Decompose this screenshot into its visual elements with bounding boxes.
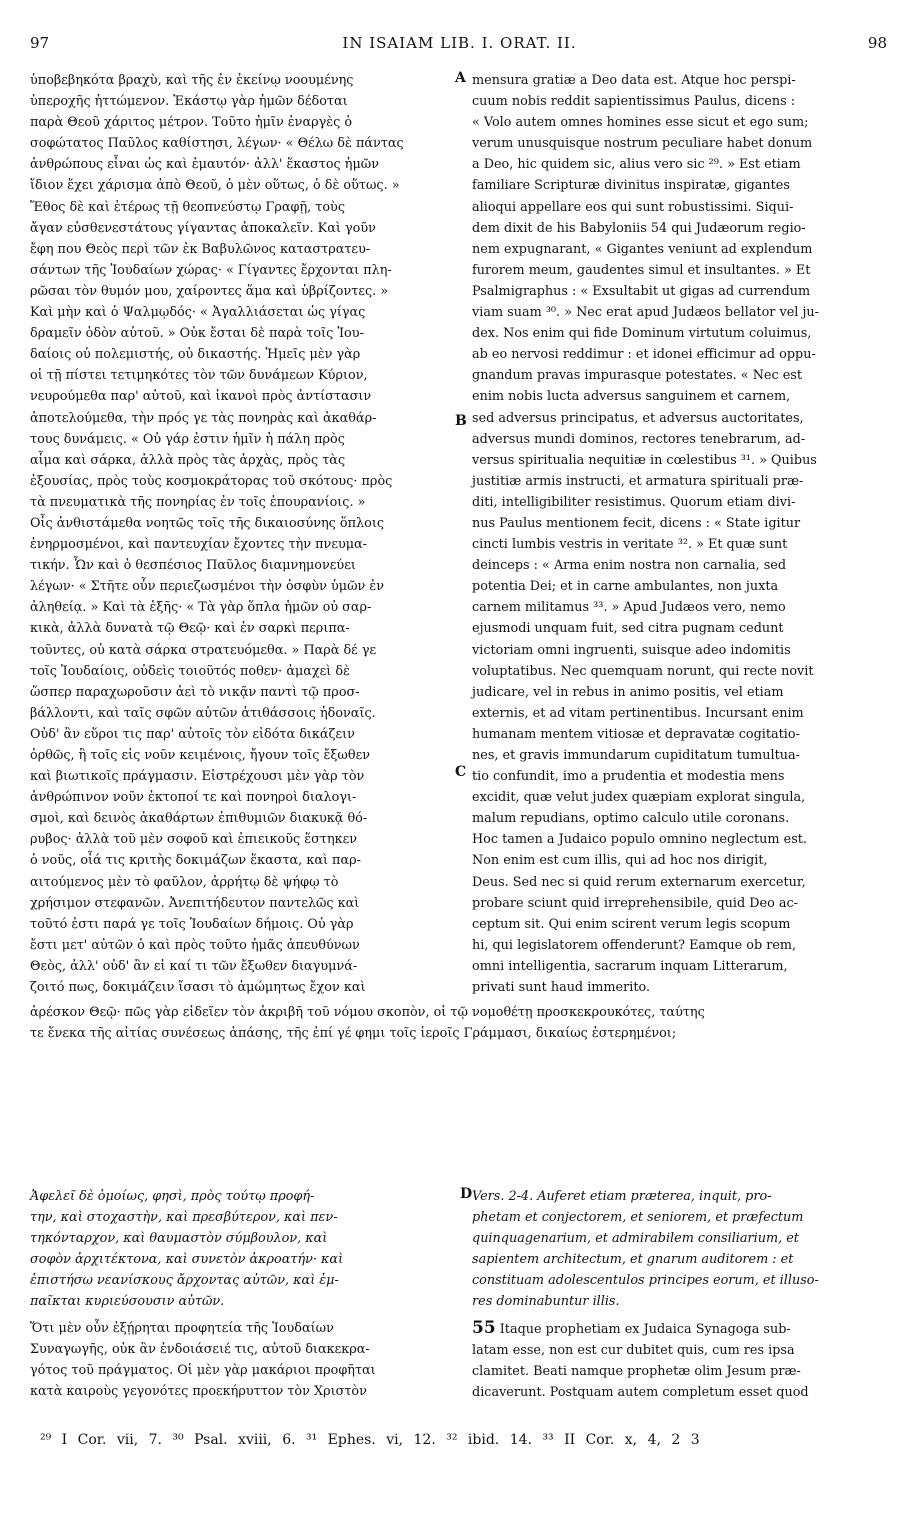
- section-number: 55: [472, 1318, 496, 1338]
- right-page-number: 98: [867, 34, 887, 52]
- greek-line: ἔφη που Θεὸς περὶ τῶν ἐκ Βαβυλῶνος καταστρατευ-: [30, 241, 371, 257]
- latin-verse-line: res dominabuntur illis.: [472, 1294, 620, 1310]
- running-title: IN ISAIAM LIB. I. ORAT. II.: [342, 34, 577, 52]
- running-header: [0, 34, 919, 58]
- greek-line: τοῦτό ἐστι παρά γε τοῖς Ἰουδαίων δήμοις. Οὐ γὰρ: [30, 916, 354, 932]
- latin-line: excidit, quæ velut judex quæpiam explorat singula,: [472, 790, 806, 806]
- latin-line: victoriam omni ingruenti, suisque adeo indomitis: [472, 642, 791, 658]
- latin-verse-line: sapientem architectum, et gnarum auditorem : et: [472, 1252, 794, 1268]
- latin-line: viam suam ³⁰. » Nec erat apud Judæos bellator vel ju-: [472, 305, 819, 321]
- greek-line: παρὰ Θεοῦ χάριτος μέτρον. Τοῦτο ἡμῖν ἐναργὲς ὁ: [30, 115, 353, 131]
- greek-line: σμοὶ, καὶ δεινὸς ἀκαθάρτων ἐπιθυμιῶν διακυκᾷ θό-: [30, 811, 368, 827]
- latin-line: Non enim est cum illis, qui ad hoc nos dirigit,: [472, 853, 768, 869]
- greek-line: ζοιτό πως, δοκιμάζειν ἴσασι τὸ ἀμώμητως ἔχον καὶ: [30, 980, 366, 996]
- latin-line: « Volo autem omnes homines esse sicut et ego sum;: [472, 115, 809, 131]
- latin-verse-line: Vers. 2-4. Auferet etiam præterea, inquit, pro-: [472, 1189, 772, 1204]
- latin-line: sed adversus principatus, et adversus auctoritates,: [472, 410, 804, 426]
- greek-verse-line: παῖκται κυριεύσουσιν αὐτῶν.: [30, 1294, 225, 1310]
- latin-verse-line: quinquagenarium, et admirabilem consiliarium, et: [472, 1231, 799, 1247]
- greek-verse-line: την, καὶ στοχαστὴν, καὶ πρεσβύτερον, καὶ πεν-: [30, 1210, 338, 1226]
- latin-line: latam esse, non est cur dubitet quis, cum res ipsa: [472, 1343, 795, 1359]
- greek-line: Οὐδ' ἂν εὕροι τις παρ' αὐτοῖς τὸν εἰδότα δικάζειν: [30, 726, 355, 742]
- latin-verse-line: constituam adolescentulos principes eorum, et illuso-: [472, 1273, 819, 1289]
- latin-line: cincti lumbis vestris in veritate ³². » Et quæ sunt: [472, 537, 788, 553]
- left-page-number: 97: [30, 34, 50, 52]
- latin-line: humanam mentem vitiosæ et depravatæ cogitatio-: [472, 726, 800, 742]
- latin-line: Hoc tamen a Judaico populo omnino neglectum est.: [472, 832, 807, 848]
- latin-commentary-bottom: [472, 1318, 884, 1403]
- full-width-line: ἀρέσκον Θεῷ· πῶς γὰρ εἰδεῖεν τὸν ἀκριβῆ τοῦ νόμου σκοπὸν, οἱ τῷ νομοθέτῃ προσκεκρουκότες, ταύτης: [30, 1005, 705, 1020]
- latin-line: mensura gratiæ a Deo data est. Atque hoc perspi-: [472, 73, 796, 88]
- greek-verse-line: τηκόνταρχον, καὶ θαυμαστὸν σύμβουλον, καὶ: [30, 1231, 328, 1247]
- greek-line: τοῖς Ἰουδαίοις, οὐδεὶς τοιοῦτός ποθεν· ἀμαχεὶ δὲ: [30, 663, 350, 679]
- greek-line: χρήσιμον στεφανῶν. Ἀνεπιτήδευτον παντελῶς καὶ: [30, 895, 360, 911]
- greek-line: Καὶ μὴν καὶ ὁ Ψαλμῳδός· « Ἀγαλλιάσεται ὡς γίγας: [30, 305, 366, 321]
- latin-line: gnandum pravas impurasque potestates. « Nec est: [472, 368, 802, 384]
- latin-line: nus Paulus mentionem fecit, dicens : « State igitur: [472, 515, 801, 531]
- latin-line: ejusmodi unquam fuit, sed citra pugnam cedunt: [472, 621, 784, 637]
- greek-verse-line: Ἀφελεῖ δὲ ὁμοίως, φησὶ, πρὸς τούτῳ προφή-: [30, 1189, 315, 1204]
- latin-line: dicaverunt. Postquam autem completum esset quod: [472, 1385, 809, 1401]
- latin-line: diti, intelligibiliter resistimus. Quorum etiam divi-: [472, 494, 796, 510]
- greek-line: Θεὸς, ἀλλ' οὐδ' ἂν εἰ καί τι τῶν ἔξωθεν διαγυμνά-: [30, 958, 358, 974]
- latin-line: [472, 1318, 884, 1340]
- latin-column-top: [472, 70, 884, 998]
- greek-line: αιτούμενος μὲν τὸ φαῦλον, ἀρρήτῳ δὲ ψήφῳ τὸ: [30, 874, 339, 890]
- greek-verse-block: [30, 1186, 454, 1313]
- latin-line: voluptatibus. Nec quemquam norunt, qui recte novit: [472, 663, 814, 679]
- greek-line: Ἔθος δὲ καὶ ἑτέρως τῇ θεοπνεύστῳ Γραφῇ, τοὺς: [30, 199, 345, 215]
- latin-line: ceptum sit. Qui enim scirent verum legis scopum: [472, 916, 791, 932]
- greek-line: Συναγωγῆς, οὐκ ἂν ἐνδοιάσειέ τις, αὐτοῦ διακεκρα-: [30, 1342, 370, 1358]
- greek-line: νευρούμεθα παρ' αὐτοῦ, καὶ ἱκανοὶ πρὸς ἀντίστασιν: [30, 389, 372, 405]
- greek-line: λέγων· « Στῆτε οὖν περιεζωσμένοι τὴν ὀσφὺν ὑμῶν ἐν: [30, 579, 385, 595]
- margin-marker-a: A: [455, 70, 466, 86]
- latin-line: enim nobis lucta adversus sanguinem et carnem,: [472, 389, 791, 405]
- full-width-greek: [30, 1002, 890, 1044]
- latin-line: omni intelligentia, sacrarum inquam Litterarum,: [472, 958, 788, 974]
- margin-marker-c: C: [455, 764, 467, 780]
- greek-line: δραμεῖν ὁδὸν αὐτοῦ. » Οὐκ ἔσται δὲ παρὰ τοῖς Ἰου-: [30, 326, 364, 342]
- latin-line: Deus. Sed nec si quid rerum externarum exercetur,: [472, 874, 806, 890]
- greek-line: οἱ τῇ πίστει τετιμηκότες τὸν τῶν δυνάμεων Κύριον,: [30, 368, 368, 384]
- greek-line: ρυβος· ἀλλὰ τοῦ μὲν σοφοῦ καὶ ἐπιεικοῦς ἕστηκεν: [30, 832, 358, 848]
- latin-line: tio confundit, imo a prudentia et modestia mens: [472, 769, 785, 785]
- latin-line: carnem militamus ³³. » Apud Judæos vero, nemo: [472, 600, 786, 616]
- greek-line: ὑποβεβηκότα βραχὺ, καὶ τῆς ἐν ἐκείνῳ νοουμένης: [30, 73, 354, 88]
- greek-line: Ὅτι μὲν οὖν ἐξῄρηται προφητεία τῆς Ἰουδαίων: [30, 1321, 334, 1336]
- latin-line: familiare Scripturæ divinitus inspiratæ, gigantes: [472, 178, 790, 194]
- latin-line: externis, et ad vitam pertinentibus. Incursant enim: [472, 705, 804, 721]
- margin-marker-d: D: [460, 1186, 473, 1202]
- greek-line: τικήν. Ὧν καὶ ὁ θεσπέσιος Παῦλος διαμνημονεύει: [30, 558, 356, 574]
- latin-line: versus spiritualia nequitiæ in cœlestibus ³¹. » Quibus: [472, 452, 817, 468]
- greek-line: ἴδιον ἔχει χάρισμα ἀπὸ Θεοῦ, ὁ μὲν οὕτως, ὁ δὲ οὕτως. »: [30, 178, 400, 194]
- greek-line: κικὰ, ἀλλὰ δυνατὰ τῷ Θεῷ· καὶ ἐν σαρκὶ περιπα-: [30, 621, 350, 637]
- greek-line: ἀληθείᾳ. » Καὶ τὰ ἑξῆς· « Τὰ γὰρ ὅπλα ἡμῶν οὐ σαρ-: [30, 600, 372, 616]
- greek-line: βάλλοντι, καὶ ταῖς σφῶν αὐτῶν ἀτιθάσσοις ἡδοναῖς.: [30, 705, 376, 721]
- latin-line: deinceps : « Arma enim nostra non carnalia, sed: [472, 558, 787, 574]
- latin-verse-line: phetam et conjectorem, et seniorem, et præfectum: [472, 1210, 804, 1226]
- latin-line: cuum nobis reddit sapientissimus Paulus, dicens :: [472, 94, 796, 110]
- latin-line: potentia Dei; et in carne ambulantes, non juxta: [472, 579, 779, 595]
- greek-commentary-bottom: [30, 1318, 454, 1402]
- latin-line: furorem meum, gaudentes simul et insultantes. » Et: [472, 262, 811, 278]
- greek-line: γότος τοῦ πράγματος. Οἱ μὲν γὰρ μακάριοι προφῆται: [30, 1363, 376, 1379]
- greek-line: ὥσπερ παραχωροῦσιν ἀεὶ τὸ νικᾷν παντὶ τῷ προσ-: [30, 684, 360, 700]
- greek-line: ρῶσαι τὸν θυμόν μου, χαίροντες ἅμα καὶ ὑβρίζοντες. »: [30, 283, 389, 299]
- greek-line: κατὰ καιροὺς γεγονότες προεκήρυττον τὸν Χριστὸν: [30, 1384, 367, 1400]
- latin-line: clamitet. Beati namque prophetæ olim Jesum præ-: [472, 1364, 801, 1380]
- greek-line: καὶ βιωτικοῖς πράγμασιν. Εἰστρέχουσι μὲν γὰρ τὸν: [30, 769, 365, 785]
- greek-line: σοφώτατος Παῦλος καθίστησι, λέγων· « Θέλω δὲ πάντας: [30, 136, 404, 152]
- latin-line: dex. Nos enim qui fide Dominum virtutum coluimus,: [472, 326, 812, 342]
- latin-line: justitiæ armis instructi, et armatura spirituali præ-: [472, 473, 804, 489]
- latin-line-text: Itaque prophetiam ex Judaica Synagoga sub-: [499, 1322, 791, 1337]
- greek-line: Οἷς ἀνθιστάμεθα νοητῶς τοῖς τῆς δικαιοσύνης ὅπλοις: [30, 515, 385, 531]
- latin-line: ab eo nervosi reddimur : et idonei efficimur ad oppu-: [472, 347, 816, 363]
- latin-line: nes, et gravis immundarum cupiditatum tumultua-: [472, 748, 800, 763]
- latin-verse-block: [472, 1186, 884, 1313]
- latin-line: privati sunt haud immerito.: [472, 980, 651, 996]
- greek-line: ἐνηρμοσμένοι, καὶ παντευχίαν ἔχοντες τὴν πνευμα-: [30, 537, 368, 553]
- greek-line: δαίοις οὐ πολεμιστής, οὐ δικαστής. Ἡμεῖς μὲν γὰρ: [30, 347, 361, 363]
- greek-line: ἐξουσίας, πρὸς τοὺς κοσμοκράτορας τοῦ σκότους· πρὸς: [30, 473, 393, 489]
- greek-column-top: [30, 70, 454, 998]
- latin-line: verum unusquisque nostrum peculiare habet donum: [472, 136, 813, 152]
- greek-line: σάντων τῆς Ἰουδαίων χώρας· « Γίγαντες ἔρχονται πλη-: [30, 262, 392, 278]
- greek-line: ὑπεροχῆς ἡττώμενον. Ἑκάστῳ γὰρ ἡμῶν δέδοται: [30, 94, 348, 110]
- latin-line: malum repudians, optimo calculo utile coronans.: [472, 811, 790, 827]
- greek-line: τους δυνάμεις. « Οὐ γάρ ἐστιν ἡμῖν ἡ πάλη πρὸς: [30, 431, 345, 447]
- latin-line: hi, qui legislatorem offenderunt? Eamque ob rem,: [472, 937, 797, 953]
- latin-line: a Deo, hic quidem sic, alius vero sic ²⁹. » Est etiam: [472, 157, 801, 173]
- greek-line: ἄγαν εὐσθενεστάτους γίγαντας ἀποκαλεῖν. Καὶ γοῦν: [30, 220, 376, 236]
- greek-line: ὀρθῶς, ἢ τοῖς εἰς νοῦν κειμένοις, ἤγουν τοῖς ἔξωθεν: [30, 748, 370, 763]
- margin-marker-b: B: [455, 413, 467, 429]
- latin-line: judicare, vel in rebus in animo positis, vel etiam: [472, 684, 784, 700]
- greek-line: ἔστι μετ' αὐτῶν ὁ καὶ πρὸς τοῦτο ἡμᾶς ἀπευθύνων: [30, 937, 360, 953]
- full-width-line: τε ἕνεκα τῆς αἰτίας συνέσεως ἁπάσης, τῆς ἐπί γέ φημι τοῖς ἱεροῖς Γράμμασι, δικαίως ἐστερημένοι;: [30, 1026, 677, 1042]
- greek-verse-line: ἐπιστήσω νεανίσκους ἄρχοντας αὐτῶν, καὶ ἐμ-: [30, 1273, 339, 1289]
- greek-line: ἀνθρώπινον νοῦν ἐκτοποί τε καὶ πονηροὶ διαλογι-: [30, 790, 357, 806]
- latin-line: Psalmigraphus : « Exsultabit ut gigas ad currendum: [472, 283, 811, 299]
- latin-line: dem dixit de his Babyloniis 54 qui Judæorum regio-: [472, 220, 806, 236]
- greek-line: ἀνθρώπους εἶναι ὡς καὶ ἐμαυτόν· ἀλλ' ἕκαστος ἡμῶν: [30, 157, 379, 173]
- latin-line: nem expugnarant, « Gigantes veniunt ad explendum: [472, 241, 813, 257]
- greek-line: ὁ νοῦς, οἷά τις κριτὴς δοκιμάζων ἕκαστα, καὶ παρ-: [30, 853, 361, 869]
- greek-line: τὰ πνευματικὰ τῆς πονηρίας ἐν τοῖς ἐπουρανίοις. »: [30, 494, 366, 510]
- footnotes: ²⁹ I Cor. vii, 7. ³⁰ Psal. xviii, 6. ³¹ Ephes. vi, 12. ³² ibid. 14. ³³ II Cor. x, 4, 2 3: [40, 1432, 700, 1448]
- greek-line: τοῦντες, οὐ κατὰ σάρκα στρατευόμεθα. » Παρὰ δέ γε: [30, 642, 377, 658]
- latin-line: probare sciunt quid irreprehensibile, quid Deo ac-: [472, 895, 798, 911]
- latin-line: alioqui appellare eos qui sunt robustissimi. Siqui-: [472, 199, 794, 215]
- greek-verse-line: σοφὸν ἀρχιτέκτονα, καὶ συνετὸν ἀκροατήν· καὶ: [30, 1252, 344, 1268]
- latin-line: adversus mundi dominos, rectores tenebrarum, ad-: [472, 431, 806, 447]
- greek-line: αἷμα καὶ σάρκα, ἀλλὰ πρὸς τὰς ἀρχὰς, πρὸς τὰς: [30, 452, 346, 468]
- greek-line: ἀποτελούμεθα, τὴν πρός γε τὰς πονηρὰς καὶ ἀκαθάρ-: [30, 410, 377, 426]
